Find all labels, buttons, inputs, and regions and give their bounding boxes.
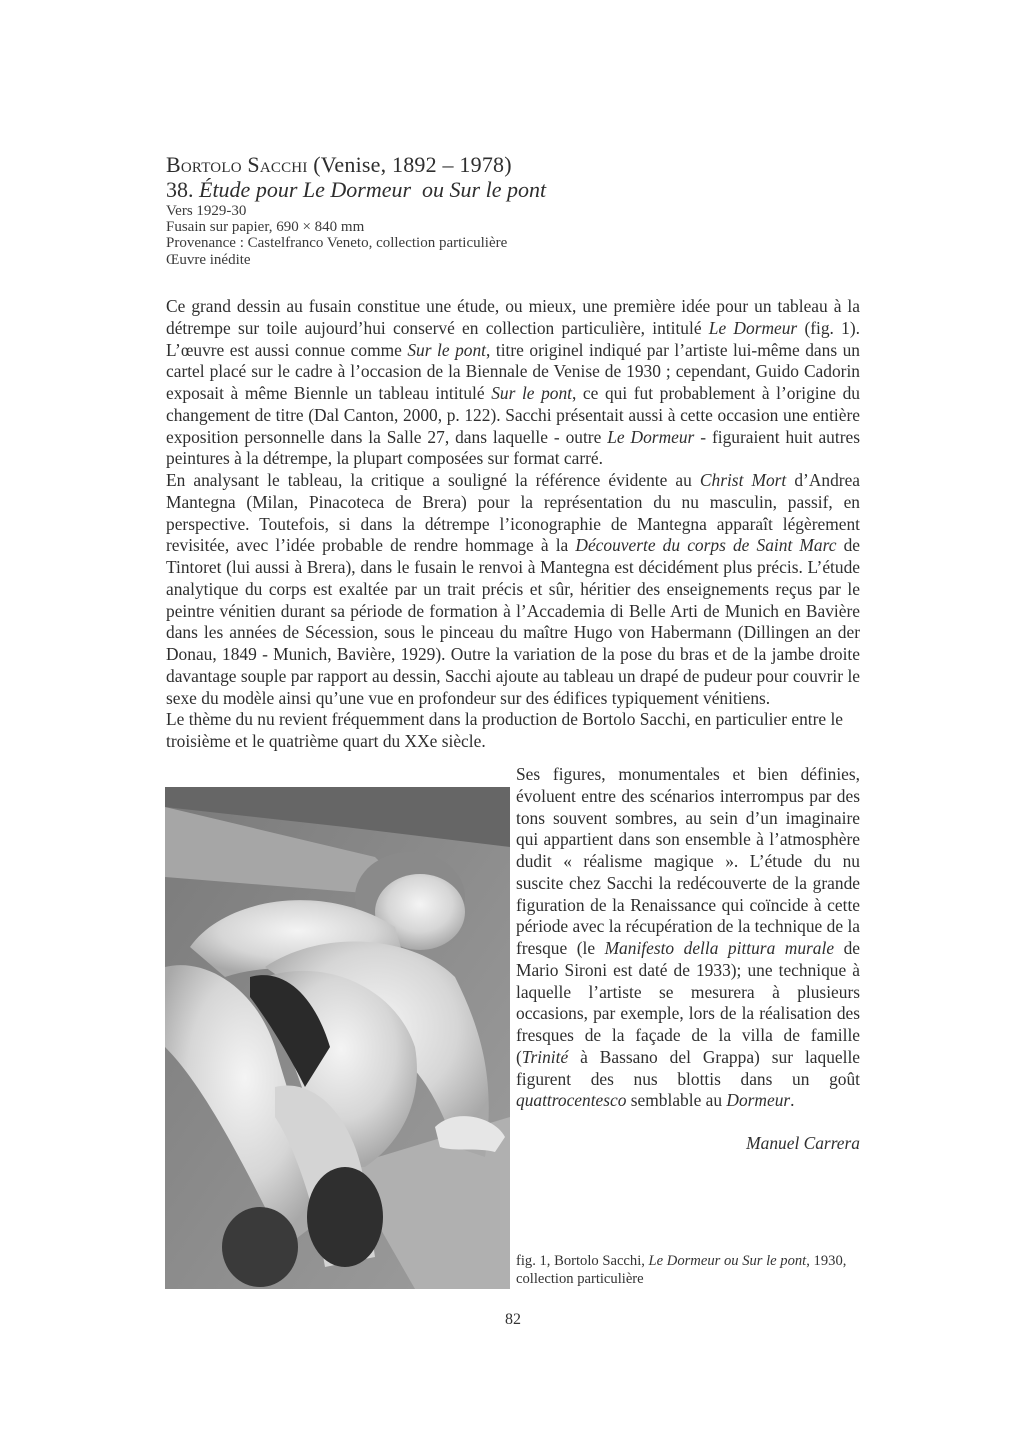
author-signature: Manuel Carrera (746, 1133, 860, 1153)
caption-text: fig. 1, Bortolo Sacchi, (516, 1253, 649, 1269)
paragraph-3: Le thème du nu revient fréquemment dans la production de Bortolo Sacchi, en particulier entre le troisième et le quatrième quart du XXe siècle. (166, 709, 844, 751)
paragraph-4 (516, 764, 860, 1112)
page-number: 82 (505, 1311, 521, 1328)
text-run: Ce grand dessin au fusain constitue une étude, ou mieux, une première idée pour un tableau à la détrempe sur toile aujourd’hui conservé en collection particulière, intitulé (166, 296, 860, 338)
italic-title: Manifesto della pittura murale (604, 938, 835, 958)
artwork-medium: Fusain sur papier, 690 × 840 mm (166, 219, 365, 236)
figure-1-image (165, 787, 510, 1289)
text-run: de Mario Sironi est daté de 1933); une technique à laquelle l’artiste se mesurera à plusieurs occasions, par exemple, lors de la réalisation des fresques de la façade de la villa de famille ( (516, 938, 860, 1067)
text-run: En analysant le tableau, la critique a souligné la référence évidente au (166, 470, 700, 490)
artwork-title (166, 178, 866, 202)
sleeping-nude-painting-icon (165, 787, 510, 1289)
text-run: (fig. 1). L’œuvre est aussi connue comme (166, 317, 860, 360)
caption-text: , 1930, collection particulière (516, 1253, 847, 1287)
catalogue-entry-header (166, 152, 866, 268)
paragraph-2 (166, 470, 860, 709)
paragraph-1 (166, 296, 860, 470)
text-run: , ce qui fut probablement à l’origine du changement de titre (Dal Canton, 2000, p. 122). Sacchi présentait aussi à cette occasion une entière exposition personnelle dans la Salle 27, dans laquelle - outre (166, 383, 860, 447)
artist-line (166, 152, 866, 178)
artwork-status: Œuvre inédite (166, 251, 251, 268)
italic-title: Le Dormeur (607, 426, 695, 447)
italic-title: Sur le pont (407, 339, 487, 360)
artwork-metadata (166, 203, 866, 268)
essay-body (166, 296, 860, 753)
figure-caption (516, 1252, 866, 1288)
italic-title: Dormeur (726, 1090, 791, 1111)
italic-title: Sur le pont (491, 383, 572, 403)
artwork-provenance: Provenance : Castelfranco Veneto, collection particulière (166, 235, 508, 252)
title-part-2: ou Sur le pont (411, 177, 547, 202)
title-part-1: Étude pour Le Dormeur (199, 177, 412, 202)
text-run: - figuraient huit autres peintures à la détrempe, la plupart composées sur format carré. (166, 426, 860, 469)
artwork-date: Vers 1929-30 (166, 203, 247, 219)
italic-title: Christ Mort (699, 470, 787, 490)
artist-dates: (Venise, 1892 – 1978) (307, 152, 512, 177)
artist-name: Bortolo Sacchi (166, 152, 308, 177)
text-run: à Bassano del Grappa) sur laquelle figurent des nus blottis dans un goût (516, 1046, 860, 1089)
text-run: de Tintoret (lui aussi à Brera), dans le fusain le renvoi à Mantegna est décidément plus précis. L’étude analytique du corps est exaltée par un trait précis et sûr, héritier des enseignements reçus par le peintre vénitien durant sa période de formation à l’Accademia di Belle Arti de Munich en Bavière dans les années de Sécession, sous le pinceau du maître Hugo von Habermann (Dillingen an der Donau, 1849 - Munich, Bavière, 1929). Outre la variation de la pose du bras et de la jambe droite davantage souple par rapport au dessin, Sacchi ajoute au tableau un drapé de pudeur pour couvrir le sexe du modèle ainsi qu’une vue en profondeur sur des édifices typiquement vénitiens. (166, 535, 860, 708)
text-run: Ses figures, monumentales et bien définies, évoluent entre des scénarios interrompus par des tons souvent sombres, au sein d’un imaginaire qui appartient dans son ensemble à l’atmosphère dudit « réalisme magique ». L’étude du nu suscite chez Sacchi la redécouverte de la grande figuration de la Renaissance qui coïncide à cette période avec la récupération de la technique de la fresque (le (516, 764, 860, 958)
caption-title: Le Dormeur ou Sur le pont (648, 1253, 807, 1269)
catalogue-number: 38. (166, 177, 199, 202)
italic-title: Découverte du corps de Saint Marc (575, 535, 837, 556)
text-run: . (790, 1090, 795, 1111)
essay-body-continued (516, 764, 860, 1112)
italic-title: Trinité (521, 1046, 569, 1067)
text-run: , titre originel indiqué par l’artiste lui-même dans un cartel placé sur le cadre à l’occasion de la Biennale de Venise de 1930 ; cependant, Guido Cadorin exposait à même Biennle un tableau intitulé (166, 339, 860, 403)
italic-title: Le Dormeur (708, 317, 798, 338)
italic-term: quattrocentesco (516, 1090, 627, 1111)
text-run: d’Andrea Mantegna (Milan, Pinacoteca de Brera) pour la représentation du nu masculin, passif, en perspective. Toutefois, si dans la détrempe l’iconographie de Mantegna apparaît légèrement revisitée, avec l’idée probable de rendre hommage à la (166, 470, 861, 556)
text-run: semblable au (626, 1090, 727, 1111)
